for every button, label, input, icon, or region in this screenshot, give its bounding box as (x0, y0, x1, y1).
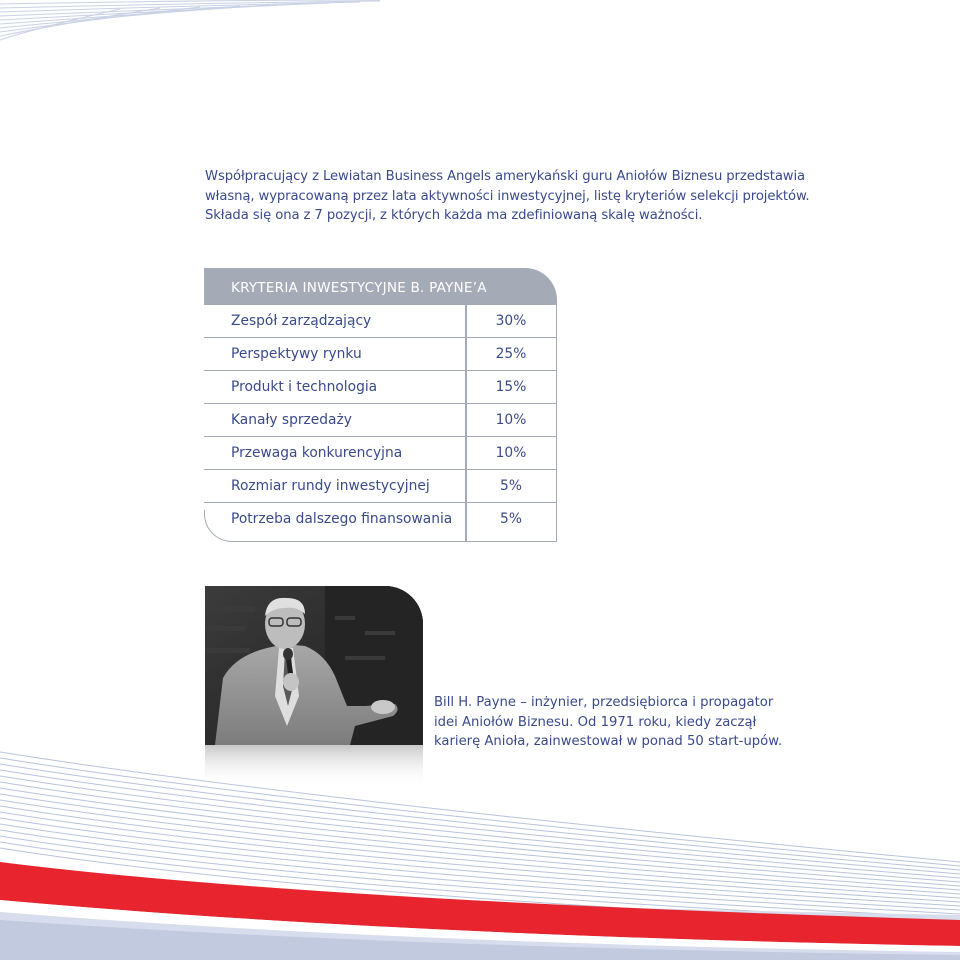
criteria-label: Potrzeba dalszego finansowania (231, 511, 453, 527)
criteria-label: Perspektywy rynku (231, 346, 362, 362)
white-band (0, 900, 960, 952)
criteria-row (204, 371, 557, 404)
criteria-row (204, 503, 557, 536)
intro-line: Współpracujący z Lewiatan Business Angels amerykański guru Aniołów Biznesu przedstawia (205, 169, 806, 184)
criteria-row (204, 470, 557, 503)
criteria-row (204, 338, 557, 371)
table-right-border (556, 305, 558, 542)
criteria-row (204, 404, 557, 437)
criteria-weight: 30% (495, 313, 527, 329)
bottom-band (0, 920, 960, 960)
criteria-header (204, 268, 557, 305)
intro-line: własną, wypracowaną przez lata aktywności inwestycyjnej, listę kryteriów selekcji projektów. (205, 188, 810, 204)
intro-paragraph (205, 167, 810, 226)
light-band (0, 885, 960, 960)
red-band (0, 862, 960, 946)
bottom-stripes (0, 752, 960, 926)
criteria-weight: 5% (500, 478, 522, 494)
speaker-photo-reflection (205, 745, 423, 787)
criteria-table (204, 268, 557, 542)
criteria-weight: 10% (495, 445, 527, 461)
criteria-label: Produkt i technologia (231, 379, 378, 395)
criteria-label: Przewaga konkurencyjna (231, 445, 403, 461)
speaker-photo-illustration (205, 586, 423, 745)
caption-line: karierę Anioła, zainwestował w ponad 50 start-upów. (434, 734, 783, 749)
speaker-photo (205, 586, 423, 745)
criteria-weight: 25% (495, 346, 527, 362)
intro-line: Składa się ona z 7 pozycji, z których każda ma zdefiniowaną skalę ważności. (205, 208, 703, 223)
criteria-label: Zespół zarządzający (231, 313, 372, 329)
criteria-row (204, 305, 557, 338)
top-stripes (0, 0, 380, 40)
reflection-graphic (205, 745, 423, 787)
criteria-label: Rozmiar rundy inwestycyjnej (231, 478, 430, 494)
caption-line: idei Aniołów Biznesu. Od 1971 roku, kiedy zaczął (434, 714, 757, 730)
caption-line: Bill H. Payne – inżynier, przedsiębiorca i propagator (434, 695, 774, 710)
criteria-row (204, 437, 557, 470)
criteria-rows (204, 305, 557, 542)
column-divider (465, 305, 467, 542)
criteria-weight: 10% (495, 412, 527, 428)
criteria-title: KRYTERIA INWESTYCYJNE B. PAYNE’A (231, 280, 487, 296)
photo-caption (434, 693, 794, 752)
table-bottom-border (232, 541, 557, 543)
criteria-weight: 15% (495, 379, 527, 395)
criteria-weight: 5% (500, 511, 522, 527)
criteria-label: Kanały sprzedaży (231, 412, 352, 428)
